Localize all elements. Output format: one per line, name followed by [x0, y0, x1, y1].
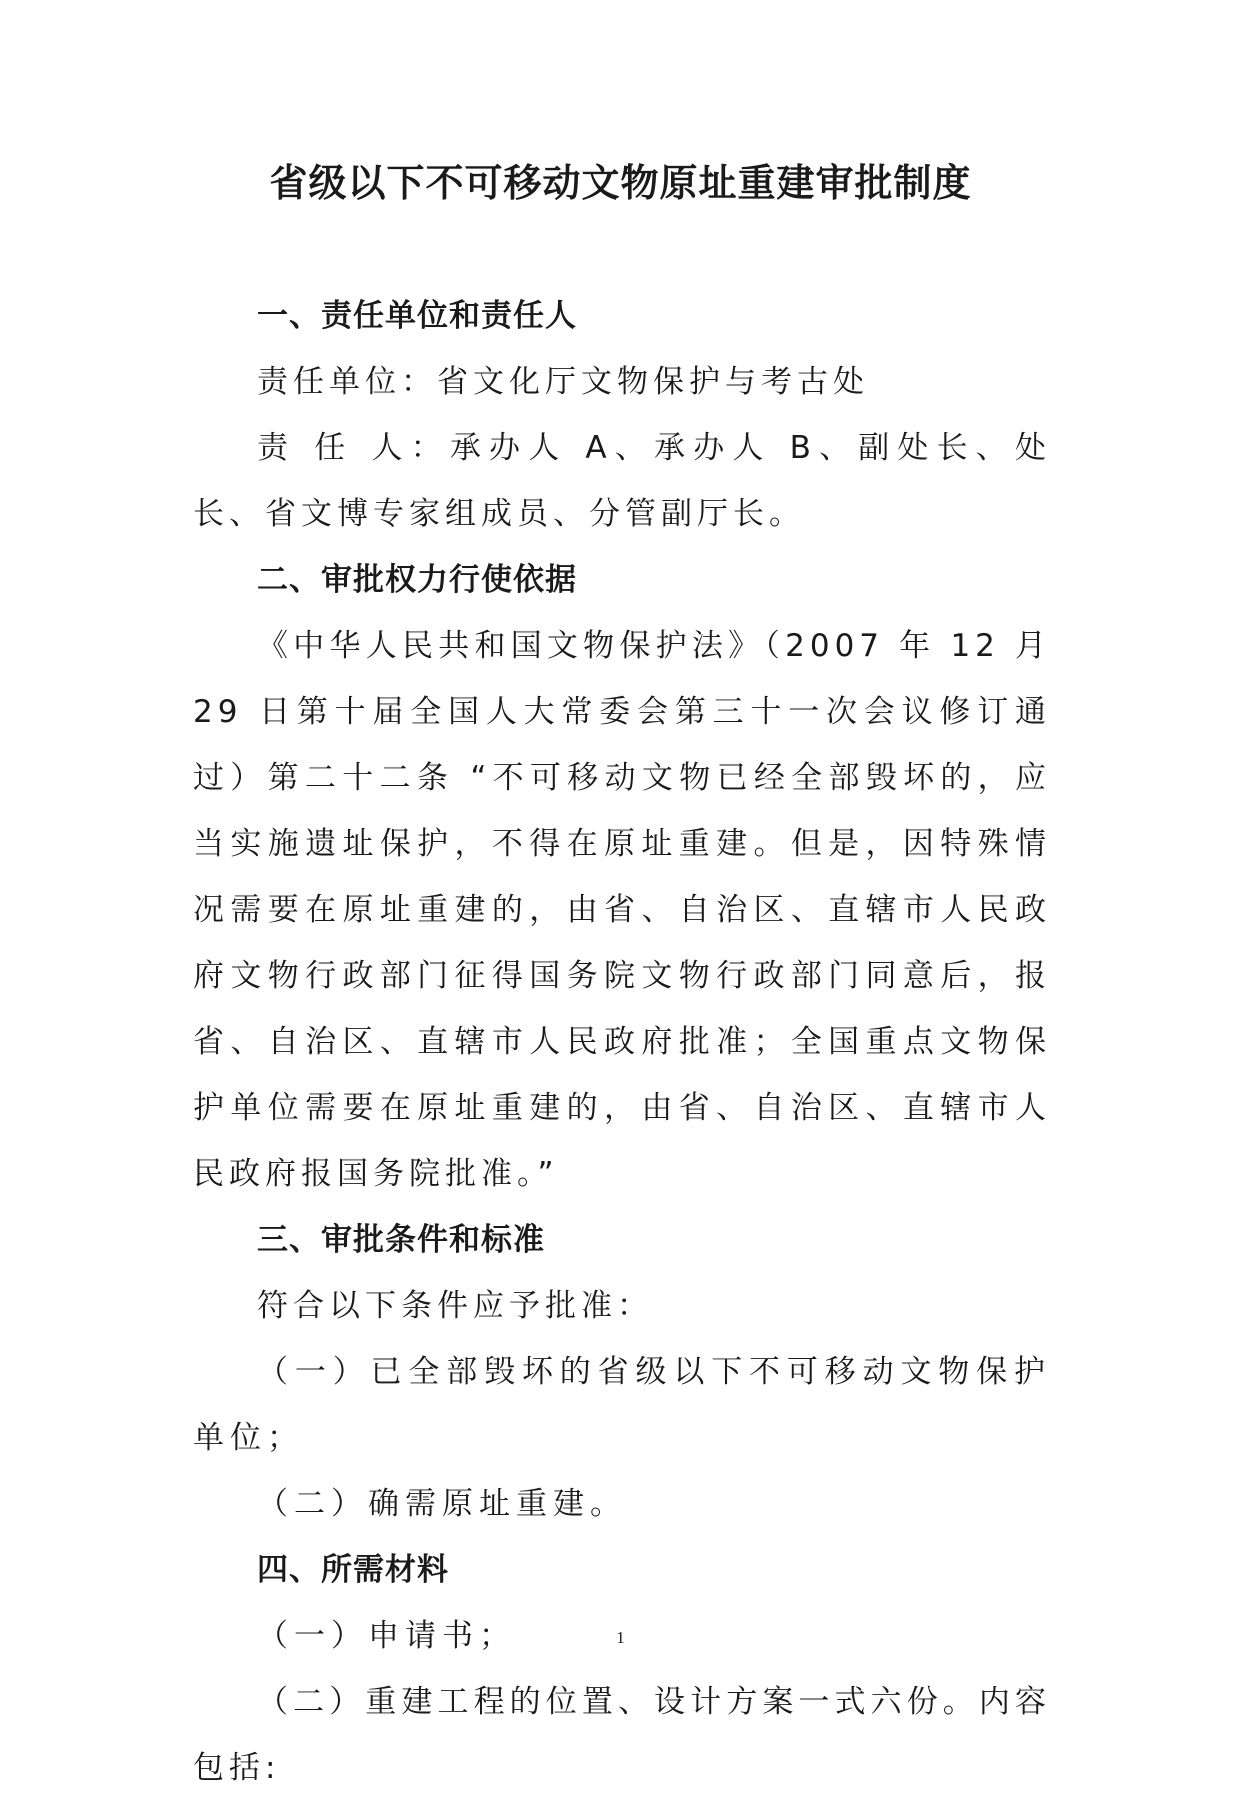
section-heading-conditions: 三、审批条件和标准 [257, 1222, 545, 1258]
section-heading-legal-basis: 二、审批权力行使依据 [257, 562, 577, 598]
document-title: 省级以下不可移动文物原址重建审批制度 [269, 160, 972, 205]
condition-item: （一）已全部毁坏的省级以下不可移动文物保护单位； [193, 1354, 1051, 1456]
responsible-persons-paragraph: 责 任 人：承办人 A、承办人 B、副处长、处长、省文博专家组成员、分管副厅长。 [193, 430, 1051, 532]
material-item: （一）申请书； [257, 1618, 516, 1654]
document-body [193, 283, 1051, 1801]
material-item: （二）重建工程的位置、设计方案一式六份。内容包括: [193, 1684, 1051, 1786]
legal-basis-paragraph: 《中华人民共和国文物保护法》（2007 年 12 月 29 日第十届全国人大常委会第三十一次会议修订通过）第二十二条 “不可移动文物已经全部毁坏的，应当实施遗址保护，不得在原址重建。但是，因特殊情况需要在原址重建的，由省、自治区、直辖市人民政府文物行政部门征得国务院文物行政部门同意后，报省、自治区、直辖市人民政府批准；全国重点文物保护单位需要在原址重建的，由省、自治区、直辖市人民政府报国务院批准。” [193, 628, 1051, 1192]
section-heading-materials: 四、所需材料 [257, 1552, 449, 1588]
page-number: 1 [616, 1628, 625, 1647]
conditions-intro-paragraph: 符合以下条件应予批准： [257, 1288, 653, 1324]
condition-item: （二）确需原址重建。 [257, 1486, 627, 1522]
responsible-unit-paragraph: 责任单位：省文化厅文物保护与考古处 [257, 364, 869, 400]
section-heading-responsibility: 一、责任单位和责任人 [257, 298, 577, 334]
